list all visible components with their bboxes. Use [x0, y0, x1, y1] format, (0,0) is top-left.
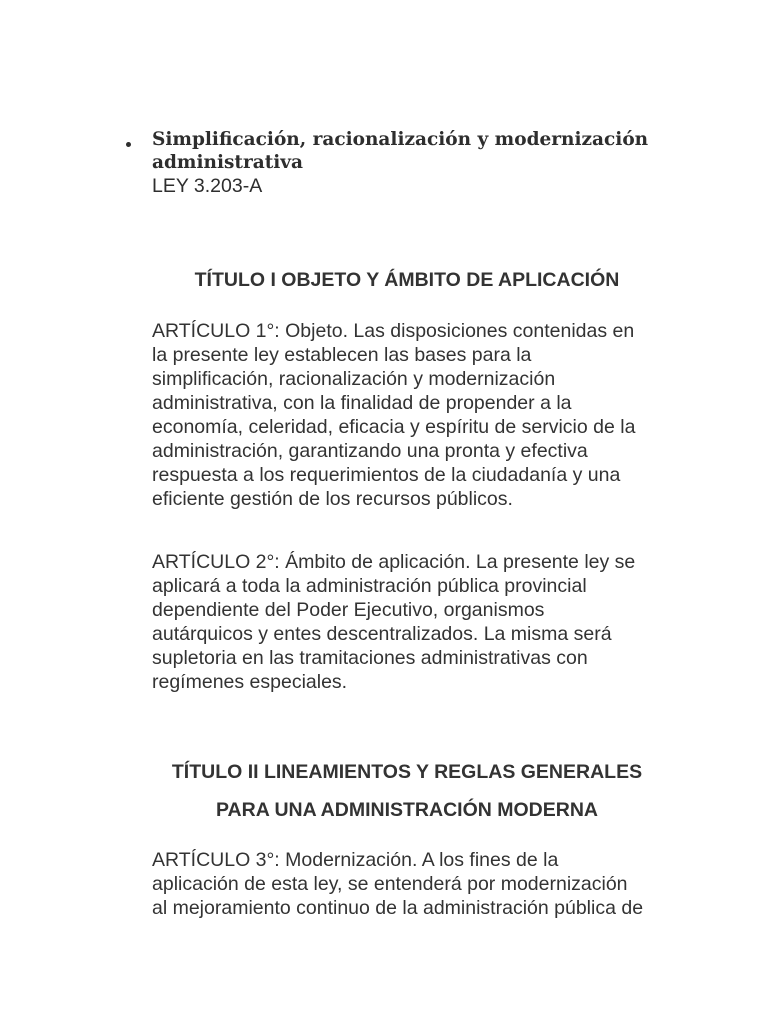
articulo-3-paragraph — [152, 848, 667, 920]
paragraph-line: economía, celeridad, eficacia y espíritu de servicio de la — [152, 416, 636, 438]
paragraph-line: aplicará a toda la administración pública provincial — [152, 575, 587, 597]
paragraph-line: dependiente del Poder Ejecutivo, organismos — [152, 599, 545, 621]
paragraph-line: administración, garantizando una pronta y efectiva — [152, 440, 588, 462]
paragraph-line: supletoria en las tramitaciones administrativas con — [152, 647, 588, 669]
law-title — [152, 128, 726, 174]
paragraph-line: regímenes especiales. — [152, 671, 348, 693]
law-title-line: Simplificación, racionalización y modernización — [152, 129, 649, 150]
paragraph-line: autárquicos y entes descentralizados. La misma será — [152, 623, 612, 645]
paragraph-line: ARTÍCULO 2°: Ámbito de aplicación. La presente ley se — [152, 551, 636, 573]
paragraph-line: simplificación, racionalización y modernización — [152, 368, 556, 390]
list-item — [126, 128, 726, 198]
paragraph-line: ARTÍCULO 1°: Objeto. Las disposiciones contenidas en — [152, 320, 635, 342]
paragraph-line: ARTÍCULO 3°: Modernización. A los fines de la — [152, 849, 559, 871]
law-number: LEY 3.203-A — [152, 175, 263, 197]
paragraph-line: la presente ley establecen las bases para la — [152, 344, 532, 366]
paragraph-line: respuesta a los requerimientos de la ciudadanía y una — [152, 464, 621, 486]
articulo-1-paragraph — [152, 319, 667, 511]
list-item-content — [152, 128, 726, 198]
paragraph-line: administrativa, con la finalidad de propender a la — [152, 392, 572, 414]
titulo-1-heading: TÍTULO I OBJETO Y ÁMBITO DE APLICACIÓN — [194, 269, 620, 291]
titulo-2-heading-line-2: PARA UNA ADMINISTRACIÓN MODERNA — [215, 799, 599, 821]
paragraph-line: aplicación de esta ley, se entenderá por modernización — [152, 873, 628, 895]
titulo-2-heading-line-1: TÍTULO II LINEAMIENTOS Y REGLAS GENERALES — [171, 761, 643, 783]
bullet-icon — [126, 142, 131, 147]
paragraph-line: eficiente gestión de los recursos públicos. — [152, 488, 513, 510]
law-title-line: administrativa — [152, 152, 304, 173]
paragraph-line: al mejoramiento continuo de la administración pública de — [152, 897, 644, 919]
articulo-2-paragraph — [152, 550, 667, 694]
